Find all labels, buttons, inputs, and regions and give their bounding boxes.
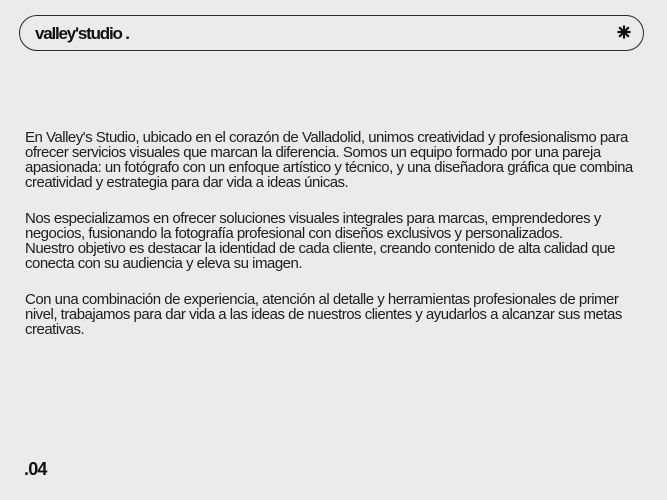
brand-logo: valley'studio .: [35, 24, 129, 43]
header-bar: [19, 15, 644, 51]
main-content: [25, 130, 640, 358]
intro-paragraph: En Valley's Studio, ubicado en el corazón de Valladolid, unimos creatividad y profesionalismo para ofrecer servicios visuales que marcan la diferencia. Somos un equipo formado por una pareja apasionada: un fotógrafo con un enfoque artístico y técnico, y una diseñadora gráfica que combina creatividad y estrategia para dar vida a ideas únicas.: [25, 129, 633, 191]
closing-paragraph: Con una combinación de experiencia, atención al detalle y herramientas profesionales de primer nivel, trabajamos para dar vida a las ideas de nuestros clientes y ayudarlos a alcanzar sus metas creativas.: [25, 291, 622, 338]
asterisk-icon: [617, 25, 631, 39]
services-paragraph: Nos especializamos en ofrecer soluciones visuales integrales para marcas, emprendedores y negocios, fusionando la fotografía profesional con diseños exclusivos y personalizados. Nuestro objetivo es destacar la identidad de cada cliente, creando contenido de alta calidad que conecta con su audiencia y eleva su imagen.: [25, 210, 615, 272]
page-number: .04: [24, 459, 47, 479]
